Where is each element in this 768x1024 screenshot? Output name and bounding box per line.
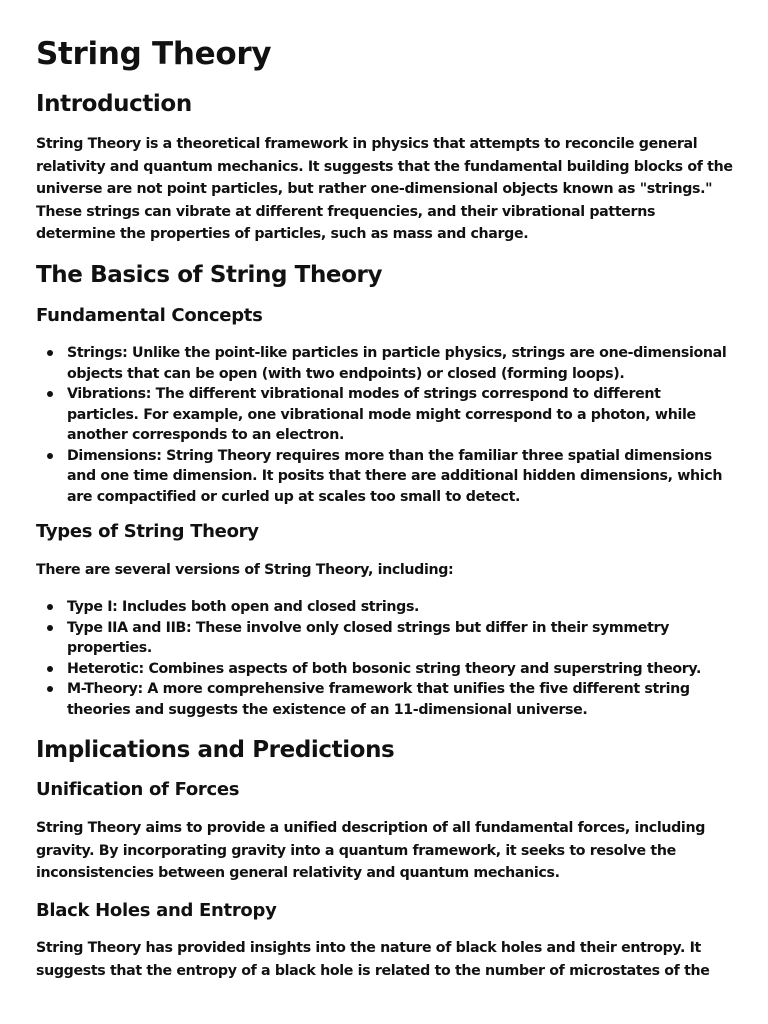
list-item — [36, 679, 736, 720]
unification-paragraph: String Theory aims to provide a unified description of all fundamental forces, including gravity. By incorporating gravity into a quantum framework, it seeks to resolve the inconsistencies between general relativity and quantum mechanics. — [36, 820, 705, 881]
section-heading-implications: Implications and Predictions — [36, 737, 395, 763]
section-heading-introduction: Introduction — [36, 91, 192, 117]
bullet-icon — [47, 453, 53, 459]
subsection-heading-unification: Unification of Forces — [36, 779, 240, 800]
list-item-text: Strings: Unlike the point-like particles in particle physics, strings are one-dimensional objects that can be open (with two endpoints) or closed (forming loops). — [67, 345, 727, 382]
bullet-icon — [47, 666, 53, 672]
list-item-text: Type IIA and IIB: These involve only closed strings but differ in their symmetry properties. — [67, 619, 670, 656]
introduction-paragraph: String Theory is a theoretical framework in physics that attempts to reconcile general relativity and quantum mechanics. It suggests that the fundamental building blocks of the universe are not point particles, but rather one-dimensional objects known as "strings." These strings can vibrate at different frequencies, and their vibrational patterns determine the properties of particles, such as mass and charge. — [36, 136, 733, 242]
types-list — [36, 597, 736, 720]
subsection-heading-types: Types of String Theory — [36, 521, 259, 542]
bullet-icon — [47, 350, 53, 356]
list-item-text: M-Theory: A more comprehensive framework that unifies the five different string theories and suggests the existence of an 11-dimensional universe. — [67, 681, 690, 718]
fundamental-concepts-list — [36, 343, 736, 507]
page-title: String Theory — [36, 36, 272, 72]
types-intro-paragraph: There are several versions of String Theory, including: — [36, 562, 454, 578]
bullet-icon — [47, 391, 53, 397]
bullet-icon — [47, 686, 53, 692]
list-item-text: Heterotic: Combines aspects of both bosonic string theory and superstring theory. — [67, 660, 702, 677]
black-holes-paragraph: String Theory has provided insights into the nature of black holes and their entropy. It suggests that the entropy of a black hole is related to the number of microstates of the — [36, 940, 710, 979]
list-item — [36, 597, 736, 618]
list-item — [36, 343, 736, 384]
bullet-icon — [47, 625, 53, 631]
list-item — [36, 384, 736, 446]
list-item — [36, 659, 736, 680]
list-item — [36, 446, 736, 508]
bullet-icon — [47, 604, 53, 610]
list-item-text: Type I: Includes both open and closed strings. — [67, 599, 420, 615]
list-item-text: Vibrations: The different vibrational modes of strings correspond to different particles. For example, one vibrational mode might correspond to a photon, while another corresponds to an electron. — [67, 386, 696, 443]
subsection-heading-fundamental-concepts: Fundamental Concepts — [36, 305, 263, 326]
section-heading-basics: The Basics of String Theory — [36, 262, 383, 288]
list-item — [36, 618, 736, 659]
subsection-heading-black-holes: Black Holes and Entropy — [36, 900, 277, 921]
list-item-text: Dimensions: String Theory requires more than the familiar three spatial dimensions and one time dimension. It posits that there are additional hidden dimensions, which are compactified or curled up at scales too small to detect. — [67, 447, 723, 505]
